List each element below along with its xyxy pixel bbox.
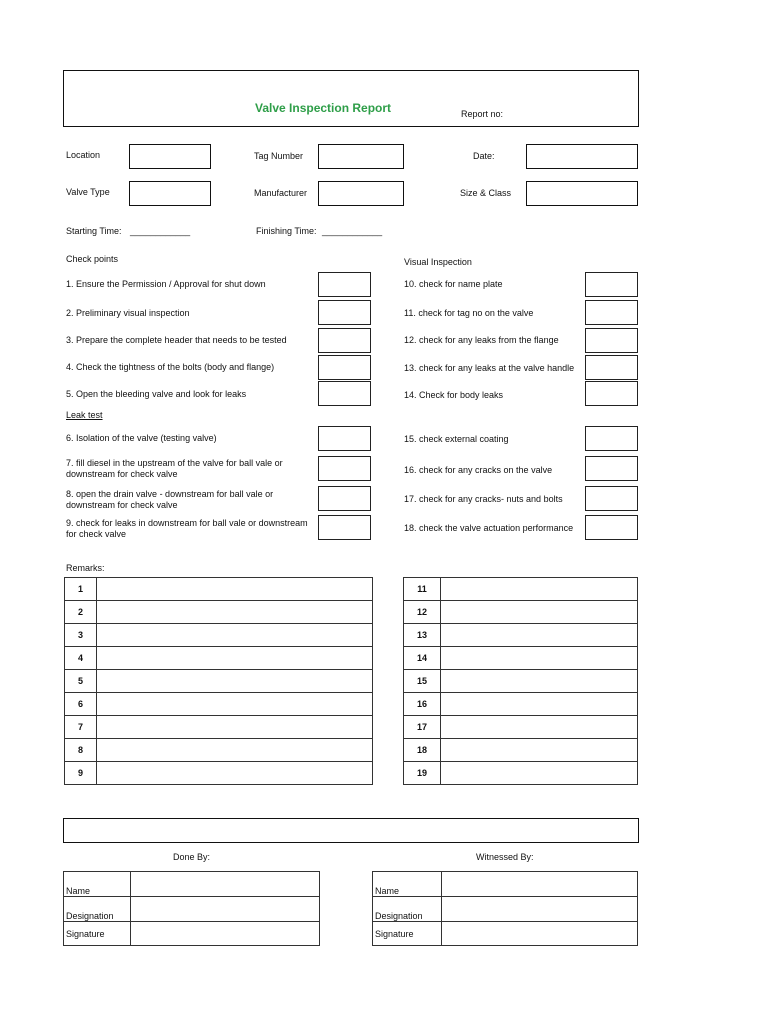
visual-checkbox-13[interactable] — [585, 355, 638, 380]
size-class-label: Size & Class — [460, 188, 512, 198]
leak-test-checkbox-8[interactable] — [318, 486, 371, 511]
remark-cell[interactable] — [97, 578, 373, 601]
report-title: Valve Inspection Report — [255, 101, 392, 115]
remark-cell[interactable] — [441, 578, 638, 601]
witnessed-by-table — [372, 871, 638, 946]
table-row — [404, 647, 638, 670]
witnessed-by-signature-label: Signature — [373, 922, 442, 946]
table-row — [404, 693, 638, 716]
table-row — [404, 670, 638, 693]
table-row — [65, 670, 373, 693]
report-no-label: Report no: — [461, 109, 504, 119]
table-row — [404, 624, 638, 647]
remark-cell[interactable] — [441, 601, 638, 624]
checkpoint-checkbox-1[interactable] — [318, 272, 371, 297]
witnessed-by-name-label: Name — [373, 872, 442, 897]
remark-cell[interactable] — [97, 670, 373, 693]
tag-number-label: Tag Number — [254, 151, 304, 161]
done-by-label: Done By: — [173, 852, 211, 862]
remarks-table-left — [64, 577, 373, 785]
table-row — [65, 601, 373, 624]
witnessed-by-designation-label: Designation — [373, 897, 442, 922]
remark-number: 5 — [65, 670, 97, 693]
checkpoint-item-2: 2. Preliminary visual inspection — [66, 308, 190, 318]
checkpoint-item-3: 3. Prepare the complete header that needs to be tested — [66, 335, 287, 345]
table-row — [65, 762, 373, 785]
location-label: Location — [66, 150, 101, 160]
remark-number: 14 — [404, 647, 441, 670]
table-row — [373, 897, 638, 922]
date-input[interactable] — [526, 144, 638, 169]
tag-number-input[interactable] — [318, 144, 404, 169]
table-row — [404, 578, 638, 601]
visual-item-13: 13. check for any leaks at the valve handle — [404, 363, 575, 373]
leak-test-checkbox-7[interactable] — [318, 456, 371, 481]
table-row — [373, 922, 638, 946]
remark-cell[interactable] — [441, 739, 638, 762]
visual-item-18: 18. check the valve actuation performance — [404, 523, 574, 533]
done-by-table — [63, 871, 320, 946]
remark-cell[interactable] — [97, 624, 373, 647]
table-row — [404, 739, 638, 762]
remark-number: 16 — [404, 693, 441, 716]
remark-cell[interactable] — [441, 716, 638, 739]
visual-item-17: 17. check for any cracks- nuts and bolts — [404, 494, 563, 504]
table-row — [65, 647, 373, 670]
finishing-time-line[interactable]: ____________ — [322, 226, 383, 236]
remark-number: 9 — [65, 762, 97, 785]
done-by-designation-cell[interactable] — [131, 897, 320, 922]
visual-item-12: 12. check for any leaks from the flange — [404, 335, 559, 345]
visual-checkbox-12[interactable] — [585, 328, 638, 353]
visual-checkbox-18[interactable] — [585, 515, 638, 540]
remark-number: 1 — [65, 578, 97, 601]
table-row — [404, 716, 638, 739]
size-class-input[interactable] — [526, 181, 638, 206]
remarks-table-right — [403, 577, 638, 785]
date-label: Date: — [473, 151, 495, 161]
manufacturer-label: Manufacturer — [254, 188, 308, 198]
table-row — [404, 601, 638, 624]
remark-number: 17 — [404, 716, 441, 739]
witnessed-by-name-cell[interactable] — [442, 872, 638, 897]
leak-test-item-6: 6. Isolation of the valve (testing valve) — [66, 433, 217, 443]
remark-cell[interactable] — [441, 624, 638, 647]
visual-checkbox-17[interactable] — [585, 486, 638, 511]
done-by-name-label: Name — [64, 872, 131, 897]
table-row — [65, 693, 373, 716]
table-row — [64, 872, 320, 897]
signoff-banner-box — [63, 818, 639, 843]
table-row — [65, 624, 373, 647]
remark-cell[interactable] — [97, 601, 373, 624]
checkpoint-checkbox-5[interactable] — [318, 381, 371, 406]
remark-cell[interactable] — [97, 739, 373, 762]
table-row — [65, 739, 373, 762]
remark-number: 13 — [404, 624, 441, 647]
remark-number: 8 — [65, 739, 97, 762]
leak-test-heading: Leak test — [66, 410, 103, 420]
leak-test-checkbox-6[interactable] — [318, 426, 371, 451]
witnessed-by-signature-cell[interactable] — [442, 922, 638, 946]
checkpoint-checkbox-3[interactable] — [318, 328, 371, 353]
table-row — [64, 922, 320, 946]
valve-type-label: Valve Type — [66, 187, 110, 197]
remark-number: 12 — [404, 601, 441, 624]
table-row — [65, 716, 373, 739]
remark-cell[interactable] — [97, 762, 373, 785]
remark-cell[interactable] — [441, 693, 638, 716]
visual-checkbox-10[interactable] — [585, 272, 638, 297]
starting-time-line[interactable]: ____________ — [130, 226, 191, 236]
visual-item-10: 10. check for name plate — [404, 279, 503, 289]
finishing-time-label — [256, 226, 382, 237]
valve-type-input[interactable] — [129, 181, 211, 206]
leak-test-item-8: 8. open the drain valve - downstream for ball vale or downstream for check valve — [66, 489, 274, 510]
report-header-box — [63, 70, 639, 127]
visual-item-11: 11. check for tag no on the valve — [404, 308, 534, 318]
done-by-designation-label: Designation — [64, 897, 131, 922]
remark-number: 4 — [65, 647, 97, 670]
visual-inspection-heading: Visual Inspection — [404, 257, 472, 267]
visual-checkbox-15[interactable] — [585, 426, 638, 451]
remark-number: 18 — [404, 739, 441, 762]
witnessed-by-label: Witnessed By: — [476, 852, 534, 862]
witnessed-by-designation-cell[interactable] — [442, 897, 638, 922]
remark-number: 6 — [65, 693, 97, 716]
manufacturer-input[interactable] — [318, 181, 404, 206]
checkpoint-item-5: 5. Open the bleeding valve and look for leaks — [66, 389, 247, 399]
remark-cell[interactable] — [441, 762, 638, 785]
remark-cell[interactable] — [441, 647, 638, 670]
remarks-label: Remarks: — [66, 563, 105, 573]
remark-cell[interactable] — [97, 647, 373, 670]
table-row — [64, 897, 320, 922]
remark-number: 15 — [404, 670, 441, 693]
remark-number: 2 — [65, 601, 97, 624]
finishing-time-text: Finishing Time: — [256, 226, 317, 236]
visual-checkbox-14[interactable] — [585, 381, 638, 406]
leak-test-item-7: 7. fill diesel in the upstream of the valve for ball vale or downstream for check valve — [66, 458, 283, 479]
done-by-name-cell[interactable] — [131, 872, 320, 897]
visual-item-14: 14. Check for body leaks — [404, 390, 504, 400]
done-by-signature-label: Signature — [64, 922, 131, 946]
checkpoint-item-4: 4. Check the tightness of the bolts (body and flange) — [66, 362, 275, 372]
remark-cell[interactable] — [97, 693, 373, 716]
visual-item-16: 16. check for any cracks on the valve — [404, 465, 553, 475]
starting-time-text: Starting Time: — [66, 226, 122, 236]
checkpoint-checkbox-2[interactable] — [318, 300, 371, 325]
checkpoint-checkbox-4[interactable] — [318, 355, 371, 380]
visual-checkbox-16[interactable] — [585, 456, 638, 481]
table-row — [373, 872, 638, 897]
table-row — [65, 578, 373, 601]
remark-cell[interactable] — [441, 670, 638, 693]
remark-number: 19 — [404, 762, 441, 785]
remark-cell[interactable] — [97, 716, 373, 739]
location-input[interactable] — [129, 144, 211, 169]
remark-number: 11 — [404, 578, 441, 601]
starting-time-label — [66, 226, 190, 237]
done-by-signature-cell[interactable] — [131, 922, 320, 946]
visual-item-15: 15. check external coating — [404, 434, 509, 444]
checkpoints-heading: Check points — [66, 254, 119, 264]
leak-test-item-9: 9. check for leaks in downstream for ball vale or downstream for check valve — [66, 518, 308, 539]
leak-test-checkbox-9[interactable] — [318, 515, 371, 540]
remark-number: 3 — [65, 624, 97, 647]
checkpoint-item-1: 1. Ensure the Permission / Approval for shut down — [66, 279, 266, 289]
visual-checkbox-11[interactable] — [585, 300, 638, 325]
remark-number: 7 — [65, 716, 97, 739]
table-row — [404, 762, 638, 785]
